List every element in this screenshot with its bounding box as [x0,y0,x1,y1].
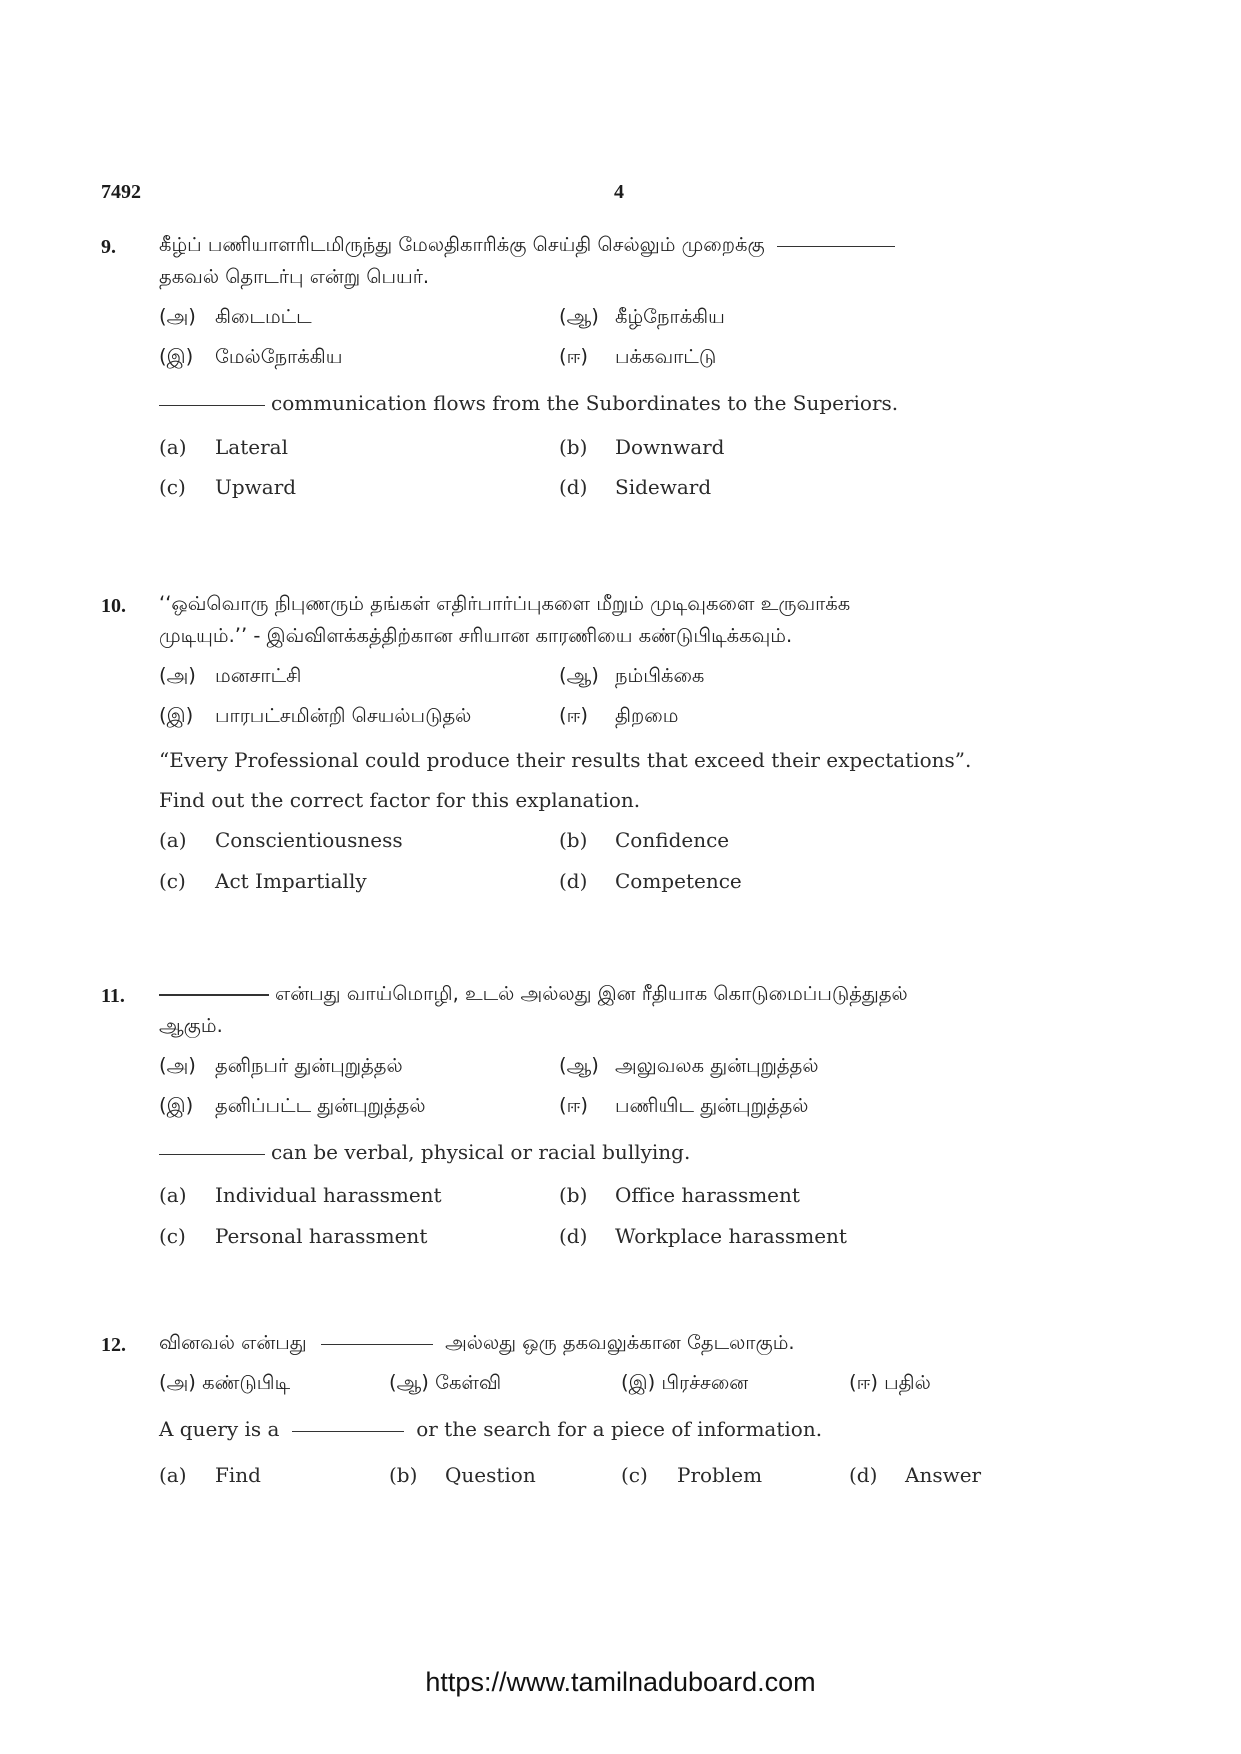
question-english-line1: “Every Professional could produce their results that exceed their expectations”. [159,748,972,772]
tamil-option-b: (ஆ) கீழ்நோக்கிய [559,305,725,328]
english-option-c: (c) Problem [621,1463,763,1487]
question-number: 11. [101,985,125,1007]
question-tamil: வினவல் என்பது அல்லது ஒரு தகவலுக்கான தேடலாகும். [159,1331,795,1354]
question-tamil-line1: ‘‘ஒவ்வொரு நிபுணரும் தங்கள் எதிர்பார்ப்புகளை மீறும் முடிவுகளை உருவாக்க [159,592,851,615]
question-tamil-line2: முடியும்.’’ - இவ்விளக்கத்திற்கான சரியான காரணியை கண்டுபிடிக்கவும். [159,624,793,647]
question-tamil-line1: கீழ்ப் பணியாளரிடமிருந்து மேலதிகாரிக்கு செய்தி செல்லும் முறைக்கு [159,228,901,262]
question-tamil-line2: ஆகும். [159,1014,223,1037]
tamil-option-c: (இ) பிரச்சனை [621,1371,749,1394]
tamil-option-a: (அ) மனசாட்சி [159,664,302,687]
question-tamil-line2: தகவல் தொடர்பு என்று பெயர். [159,265,430,288]
tamil-option-b: (ஆ) நம்பிக்கை [559,664,705,687]
english-option-d: (d) Answer [849,1463,982,1487]
question-tamil-line1: என்பது வாய்மொழி, உடல் அல்லது இன ரீதியாக கொடுமைப்படுத்துதல் [159,977,908,1011]
english-option-d: (d) Workplace harassment [559,1224,847,1248]
question-number: 12. [101,1334,126,1356]
english-option-a: (a) Individual harassment [159,1183,442,1207]
question-english-line2: Find out the correct factor for this explanation. [159,788,641,812]
english-option-b: (b) Office harassment [559,1183,800,1207]
english-option-c: (c) Personal harassment [159,1224,428,1248]
answer-blank [321,1343,433,1345]
tamil-option-b: (ஆ) அலுவலக துன்புறுத்தல் [559,1054,819,1077]
english-option-b: (b) Question [389,1463,536,1487]
tamil-option-a: (அ) கண்டுபிடி [159,1371,291,1394]
question-number: 9. [101,236,116,258]
english-option-a: (a) Find [159,1463,261,1487]
answer-blank [159,993,269,996]
tamil-option-a: (அ) தனிநபர் துன்புறுத்தல் [159,1054,403,1077]
english-option-c: (c) Act Impartially [159,869,367,893]
question-english: communication flows from the Subordinates to the Superiors. [159,386,898,420]
tamil-option-c: (இ) மேல்நோக்கிய [159,345,343,368]
tamil-option-d: (ஈ) பக்கவாட்டு [559,345,717,368]
question-number: 10. [101,595,126,617]
answer-blank [159,1153,265,1155]
english-option-d: (d) Sideward [559,475,712,499]
answer-blank [292,1430,404,1432]
english-option-b: (b) Confidence [559,828,730,852]
tamil-option-b: (ஆ) கேள்வி [389,1371,502,1394]
answer-blank [159,404,265,406]
answer-blank [777,245,895,247]
tamil-option-c: (இ) தனிப்பட்ட துன்புறுத்தல் [159,1094,426,1117]
tamil-option-c: (இ) பாரபட்சமின்றி செயல்படுதல் [159,704,472,727]
english-option-a: (a) Lateral [159,435,288,459]
paper-code: 7492 [101,181,141,203]
tamil-option-a: (அ) கிடைமட்ட [159,305,312,328]
question-english: can be verbal, physical or racial bullying. [159,1135,690,1169]
question-english: A query is a or the search for a piece of information. [159,1417,823,1441]
english-option-d: (d) Competence [559,869,742,893]
tamil-option-d: (ஈ) திறமை [559,704,679,727]
tamil-option-d: (ஈ) பதில் [849,1371,931,1394]
english-option-c: (c) Upward [159,475,297,499]
english-option-a: (a) Conscientiousness [159,828,403,852]
page-number: 4 [614,181,624,203]
english-option-b: (b) Downward [559,435,725,459]
tamil-option-d: (ஈ) பணியிட துன்புறுத்தல் [559,1094,809,1117]
source-url: https://www.tamilnaduboard.com [425,1667,816,1697]
